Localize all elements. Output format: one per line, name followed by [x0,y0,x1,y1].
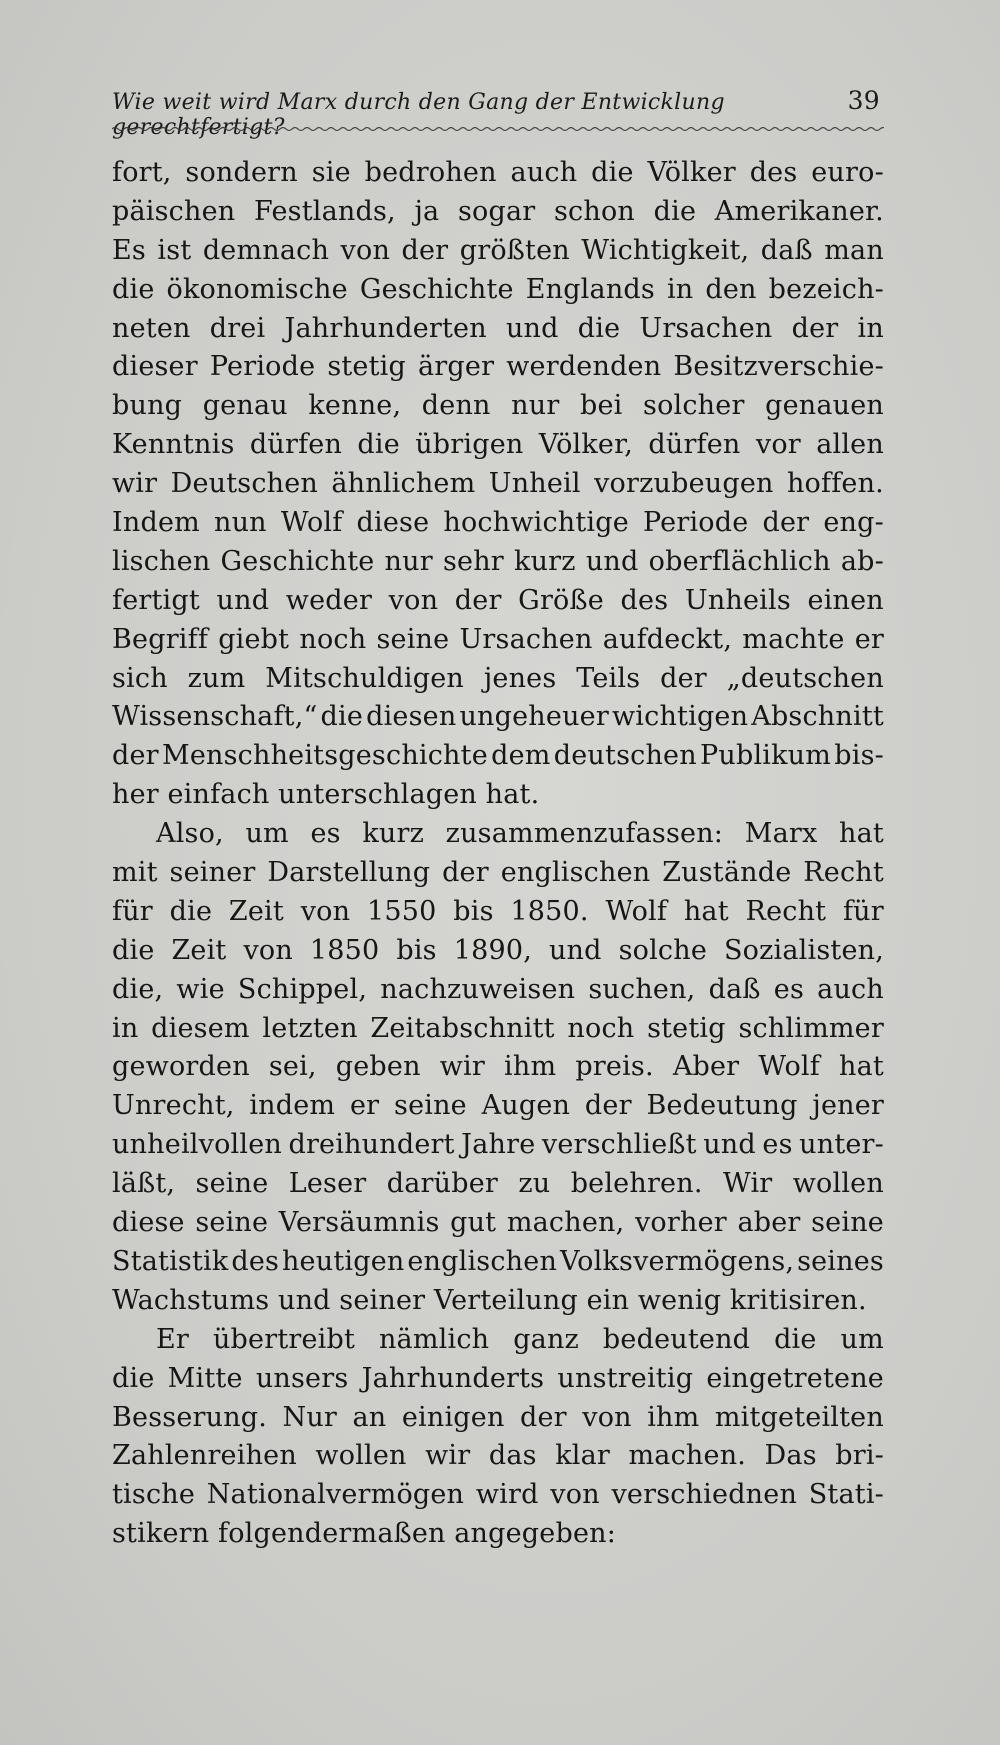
text-line: in diesem letzten Zeitabschnitt noch stetig schlimmer [112,1012,884,1044]
text-line: die Zeit von 1850 bis 1890, und solche Sozialisten, [112,934,884,966]
text-line: diese seine Versäumnis gut machen, vorher aber seine [112,1207,884,1239]
running-header [112,86,880,140]
text-line: fertigt und weder von der Größe des Unheils einen [112,584,884,616]
text-line: lischen Geschichte nur sehr kurz und oberflächlich ab- [112,545,884,577]
text-line: die Mitte unsers Jahrhunderts unstreitig eingetretene [112,1362,884,1394]
text-line: die, wie Schippel, nachzuweisen suchen, daß es auch [112,973,884,1005]
text-line: tische Nationalvermögen wird von verschiednen Stati- [112,1479,884,1511]
text-line: dieser Periode stetig ärger werdenden Besitzverschie- [112,351,884,383]
header-wavy-rule [112,126,884,132]
text-line: geworden sei, geben wir ihm preis. Aber Wolf hat [112,1051,884,1083]
text-line: päischen Festlands, ja sogar schon die Amerikaner. [112,195,884,227]
text-line: mit seiner Darstellung der englischen Zustände Recht [112,857,884,889]
text-line: wir Deutschen ähnlichem Unheil vorzubeugen hoffen. [112,468,884,500]
text-line: Es ist demnach von der größten Wichtigkeit, daß man [112,234,884,266]
text-line: Indem nun Wolf diese hochwichtige Periode der eng- [112,507,884,539]
text-line: bung genau kenne, denn nur bei solcher genauen [112,390,884,422]
text-line: neten drei Jahrhunderten und die Ursachen der in [112,312,884,344]
text-line: für die Zeit von 1550 bis 1850. Wolf hat Recht für [112,895,884,927]
text-line: läßt, seine Leser darüber zu belehren. Wir wollen [112,1168,884,1200]
text-line: die ökonomische Geschichte Englands in den bezeich- [112,273,884,305]
text-line: Besserung. Nur an einigen der von ihm mitgeteilten [112,1401,884,1433]
page-number: 39 [847,86,880,115]
text-line: sich zum Mitschuldigen jenes Teils der „deutschen [112,662,884,694]
text-line: Also, um es kurz zusammenzufassen: Marx hat [156,818,884,850]
text-line: Wissenschaft,“ die diesen ungeheuer wichtigen Abschnitt [112,701,884,733]
text-line: Unrecht, indem er seine Augen der Bedeutung jener [112,1090,884,1122]
text-line: her einfach unterschlagen hat. [112,779,540,811]
text-line: Begriff giebt noch seine Ursachen aufdeckt, machte er [112,623,884,655]
text-line: stikern folgendermaßen angegeben: [112,1518,617,1550]
text-line: Statistik des heutigen englischen Volksvermögens, seines [112,1245,884,1277]
text-line: Er übertreibt nämlich ganz bedeutend die um [156,1323,884,1355]
text-line: fort, sondern sie bedrohen auch die Völker des euro- [112,157,884,188]
text-line: Zahlenreihen wollen wir das klar machen. Das bri- [112,1440,884,1472]
text-line: Kenntnis dürfen die übrigen Völker, dürfen vor allen [112,429,884,461]
text-line: Wachstums und seiner Verteilung ein wenig kritisiren. [112,1284,867,1316]
text-line: der Menschheitsgeschichte dem deutschen Publikum bis- [112,740,884,772]
body-text [112,154,884,1554]
running-title: Wie weit wird Marx durch den Gang der Entwicklung gerechtfertigt? [112,90,725,140]
text-line: unheilvollen dreihundert Jahre verschließt und es unter- [112,1129,884,1161]
